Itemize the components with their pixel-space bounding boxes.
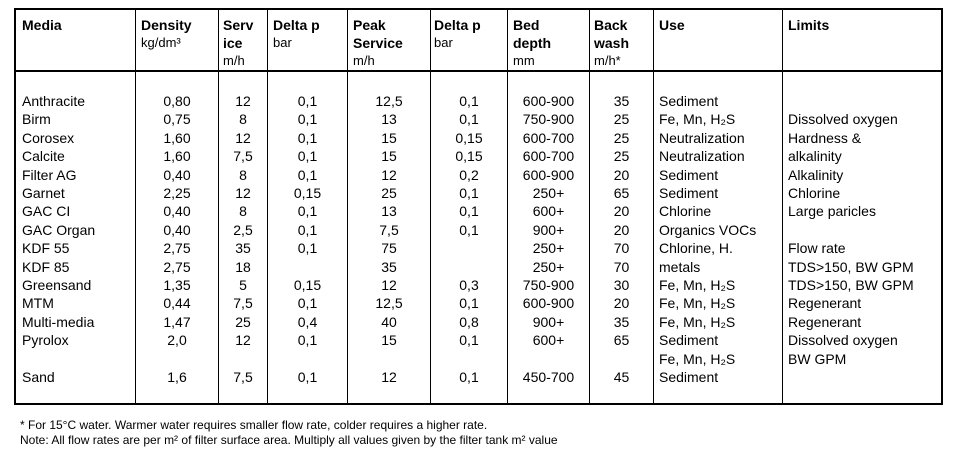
cell-use: Fe, Mn, H₂S — [659, 313, 736, 330]
table-row — [16, 368, 941, 386]
cell-bed: 250+ — [532, 258, 565, 275]
cell-density: 1,6 — [167, 369, 187, 385]
cell-density: 2,0 — [167, 332, 187, 349]
cell-media: Corosex — [22, 129, 75, 146]
cell-service: 12 — [235, 332, 251, 349]
cell-dp1: 0,1 — [297, 240, 318, 257]
cell-density: 0,40 — [163, 221, 191, 238]
cell-dp2: 0,1 — [459, 295, 479, 312]
cell-bw: 45 — [613, 369, 630, 385]
cell-bw: 20 — [613, 295, 630, 312]
cell-bed: 600-700 — [522, 148, 575, 165]
cell-media: Multi-media — [22, 313, 95, 330]
cell-service: 7,5 — [233, 369, 253, 385]
cell-service: 8 — [239, 203, 247, 220]
header-density: Density kg/dm³ — [141, 17, 192, 50]
cell-use: Fe, Mn, H₂S — [659, 295, 736, 312]
cell-media: GAC Organ — [22, 221, 96, 238]
cell-bw: 25 — [613, 129, 630, 146]
limit-item: alkalinity — [788, 148, 842, 165]
limit-item: Alkalinity — [788, 166, 844, 183]
cell-service: 12 — [235, 93, 251, 109]
cell-dp2: 0,1 — [459, 111, 479, 128]
table-row — [16, 92, 941, 110]
cell-use: Sediment — [659, 166, 719, 183]
limit-item: Dissolved oxygen — [788, 111, 898, 128]
cell-use: Sediment — [659, 332, 719, 349]
cell-bw: 65 — [613, 332, 630, 349]
cell-bw: 30 — [613, 277, 630, 293]
cell-service: 7,5 — [233, 295, 253, 312]
cell-media: Greensand — [22, 277, 92, 293]
cell-density: 2,75 — [163, 258, 191, 275]
cell-density: 2,75 — [163, 240, 191, 257]
cell-bw: 20 — [613, 221, 630, 238]
cell-bw: 25 — [613, 111, 630, 128]
cell-media: Filter AG — [22, 166, 77, 183]
header-bed-depth: Bed depth mm — [513, 17, 552, 68]
header-delta-p-1: Delta p bar — [273, 17, 320, 50]
cell-use: Chlorine, H. — [659, 240, 733, 257]
cell-service: 8 — [239, 166, 247, 183]
cell-dp1: 0,1 — [297, 111, 318, 128]
cell-density: 0,40 — [163, 203, 191, 220]
cell-media: Anthracite — [22, 93, 86, 109]
cell-density: 0,44 — [163, 295, 191, 312]
cell-peak: 15 — [381, 129, 397, 146]
cell-peak: 12 — [381, 166, 397, 183]
cell-bed: 600-700 — [522, 129, 575, 146]
cell-use: metals — [659, 258, 701, 275]
cell-media: Pyrolox — [22, 332, 69, 349]
limit-item: Dissolved oxygen — [788, 332, 898, 349]
table-row — [16, 221, 941, 239]
cell-bw: 20 — [613, 166, 630, 183]
cell-bed: 450-700 — [522, 369, 575, 385]
cell-media: GAC CI — [22, 203, 71, 220]
cell-dp1: 0,1 — [297, 93, 318, 109]
limit-item: Large paricles — [788, 203, 876, 220]
cell-bw: 70 — [613, 240, 630, 257]
header-back-wash: Back wash m/h* — [594, 17, 630, 68]
cell-service: 8 — [239, 111, 247, 128]
cell-density: 1,60 — [163, 148, 191, 165]
cell-dp1: 0,4 — [297, 313, 318, 330]
cell-service: 12 — [235, 185, 251, 201]
cell-dp2: 0,1 — [459, 221, 479, 238]
cell-peak: 75 — [381, 240, 397, 257]
cell-peak: 7,5 — [379, 221, 399, 238]
cell-media: Garnet — [22, 185, 65, 201]
cell-dp1: 0,1 — [297, 203, 318, 220]
cell-peak: 12 — [381, 277, 397, 293]
cell-use: Neutralization — [659, 129, 745, 146]
cell-peak: 15 — [381, 148, 397, 165]
cell-dp1: 0,15 — [293, 185, 322, 201]
cell-peak: 40 — [381, 313, 397, 330]
cell-bed: 250+ — [532, 240, 565, 257]
cell-dp2: 0,15 — [455, 129, 483, 146]
cell-media: KDF 85 — [22, 258, 70, 275]
cell-service: 12 — [235, 129, 251, 146]
cell-bw: 20 — [613, 203, 630, 220]
cell-peak: 12 — [381, 369, 397, 385]
cell-bw: 65 — [613, 185, 630, 201]
cell-use: Fe, Mn, H₂S — [659, 350, 736, 367]
header-delta-p-2: Delta p bar — [434, 17, 481, 50]
cell-peak: 13 — [381, 203, 397, 220]
header-service: Serv ice m/h — [223, 17, 254, 68]
cell-dp2: 0,1 — [459, 369, 479, 385]
cell-peak: 25 — [381, 185, 397, 201]
header-limits: Limits — [788, 17, 830, 33]
cell-use: Sediment — [659, 185, 719, 201]
cell-density: 0,80 — [163, 93, 191, 109]
cell-density: 0,75 — [163, 111, 191, 128]
cell-dp2: 0,3 — [459, 277, 479, 293]
cell-use: Sediment — [659, 369, 719, 385]
cell-peak: 12,5 — [375, 93, 403, 109]
cell-use: Sediment — [659, 93, 719, 109]
cell-media: Birm — [22, 111, 51, 128]
cell-dp2: 0,1 — [459, 93, 479, 109]
limit-item: TDS>150, BW GPM — [788, 258, 914, 275]
cell-bw: 35 — [613, 93, 630, 109]
cell-peak: 13 — [381, 111, 397, 128]
cell-dp2: 0,1 — [459, 203, 479, 220]
cell-service: 2,5 — [233, 221, 253, 238]
cell-dp1: 0,1 — [297, 332, 318, 349]
cell-media: KDF 55 — [22, 240, 70, 257]
cell-use: Organics VOCs — [659, 221, 757, 238]
cell-bed: 750-900 — [522, 277, 575, 293]
limit-item: TDS>150, BW GPM — [788, 277, 914, 293]
cell-bed: 600-900 — [522, 295, 575, 312]
limit-item: Hardness & — [788, 129, 862, 146]
cell-dp1: 0,1 — [297, 166, 318, 183]
header-media: Media — [22, 17, 62, 33]
cell-dp1: 0,1 — [297, 221, 318, 238]
limit-item: BW GPM — [788, 350, 847, 367]
cell-dp2: 0,1 — [459, 185, 479, 201]
cell-bed: 600+ — [532, 332, 565, 349]
cell-density: 1,60 — [163, 129, 191, 146]
limit-item: Regenerant — [788, 313, 862, 330]
footnote-temperature: * For 15°C water. Warmer water requires smaller flow rate, colder requires a higher rate. — [20, 418, 488, 432]
header-peak-service: Peak Service m/h — [353, 17, 403, 68]
cell-dp1: 0,1 — [297, 148, 318, 165]
cell-dp1: 0,1 — [297, 369, 318, 385]
cell-media: Calcite — [22, 148, 65, 165]
cell-peak: 12,5 — [375, 295, 403, 312]
cell-dp1: 0,15 — [293, 277, 322, 293]
cell-service: 5 — [239, 277, 247, 293]
cell-use: Neutralization — [659, 148, 745, 165]
cell-dp1: 0,1 — [297, 295, 318, 312]
limit-item: Flow rate — [788, 240, 846, 257]
cell-density: 1,35 — [163, 277, 191, 293]
cell-media: MTM — [22, 295, 54, 312]
cell-use: Fe, Mn, H₂S — [659, 277, 736, 293]
cell-peak: 15 — [381, 332, 397, 349]
cell-bed: 250+ — [532, 185, 565, 201]
limit-item: Chlorine — [788, 185, 841, 201]
cell-dp2: 0,2 — [459, 166, 479, 183]
cell-dp1: 0,1 — [297, 129, 318, 146]
cell-density: 0,40 — [163, 166, 191, 183]
footnote-flow-rate: Note: All flow rates are per m² of filter surface area. Multiply all values given by the filter tank m² value — [20, 433, 558, 447]
cell-use: Chlorine — [659, 203, 712, 220]
header-use: Use — [659, 17, 685, 33]
limit-item: Regenerant — [788, 295, 862, 312]
cell-media: Sand — [22, 369, 55, 385]
cell-bed: 900+ — [532, 221, 565, 238]
cell-use: Fe, Mn, H₂S — [659, 111, 736, 128]
cell-bed: 600-900 — [522, 166, 575, 183]
cell-service: 35 — [235, 240, 251, 257]
cell-dp2: 0,15 — [455, 148, 483, 165]
cell-service: 7,5 — [233, 148, 253, 165]
cell-service: 25 — [235, 313, 251, 330]
cell-dp2: 0,1 — [459, 332, 479, 349]
cell-peak: 35 — [381, 258, 397, 275]
cell-service: 18 — [235, 258, 251, 275]
cell-bw: 35 — [613, 313, 630, 330]
cell-density: 2,25 — [163, 185, 191, 201]
cell-bed: 900+ — [532, 313, 565, 330]
cell-dp2: 0,8 — [459, 313, 479, 330]
cell-bw: 70 — [613, 258, 630, 275]
cell-bed: 750-900 — [522, 111, 575, 128]
cell-bw: 25 — [613, 148, 630, 165]
footnotes — [20, 418, 558, 448]
cell-bed: 600-900 — [522, 93, 575, 109]
cell-bed: 600+ — [532, 203, 565, 220]
cell-density: 1,47 — [163, 313, 191, 330]
media-table — [14, 8, 943, 405]
